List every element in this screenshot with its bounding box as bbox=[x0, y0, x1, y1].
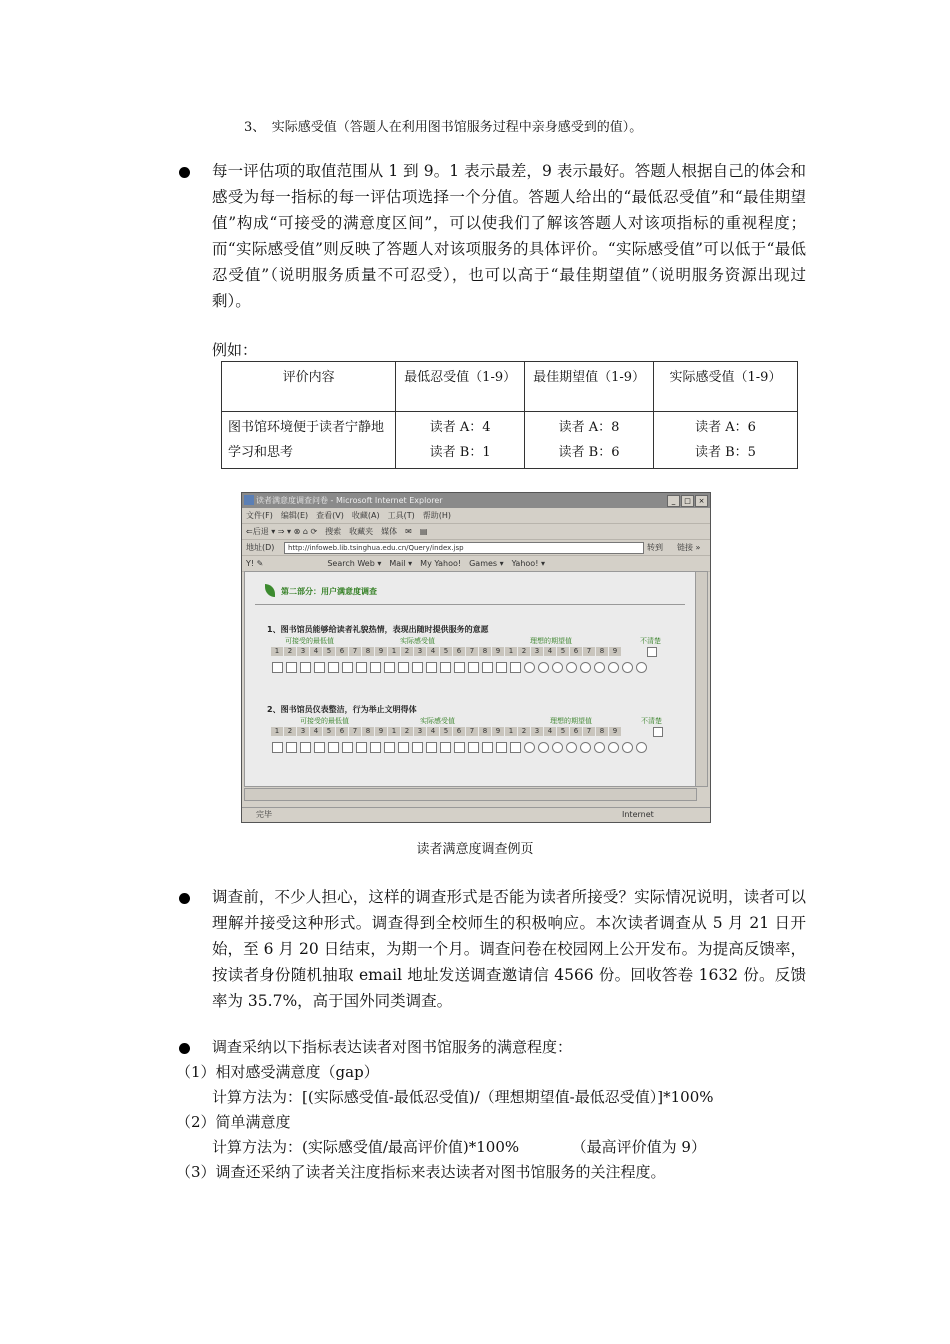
score-number: 2 bbox=[518, 647, 530, 656]
score-checkbox[interactable] bbox=[272, 662, 283, 673]
table-header-row bbox=[222, 362, 798, 412]
score-radio[interactable] bbox=[636, 662, 647, 673]
score-checkbox[interactable] bbox=[426, 662, 437, 673]
score-radio[interactable] bbox=[538, 662, 549, 673]
score-number: 1 bbox=[271, 647, 283, 656]
score-radio[interactable] bbox=[622, 742, 633, 753]
score-checkbox[interactable] bbox=[496, 742, 507, 753]
score-number: 5 bbox=[440, 647, 452, 656]
unsure-checkbox[interactable] bbox=[653, 727, 663, 737]
score-number: 1 bbox=[505, 647, 517, 656]
table-cell bbox=[525, 412, 654, 469]
reader-a-value: 读者 A：6 bbox=[695, 420, 756, 435]
score-number: 3 bbox=[531, 647, 543, 656]
score-number: 7 bbox=[466, 727, 478, 736]
vertical-scrollbar[interactable] bbox=[695, 571, 708, 787]
score-number: 1 bbox=[505, 727, 517, 736]
score-number: 2 bbox=[518, 727, 530, 736]
score-number: 3 bbox=[297, 647, 309, 656]
score-checkbox[interactable] bbox=[356, 742, 367, 753]
score-number: 6 bbox=[570, 647, 582, 656]
score-numbers-row bbox=[271, 647, 622, 656]
bullet-dot bbox=[179, 1043, 190, 1054]
unsure-checkbox[interactable] bbox=[647, 647, 657, 657]
browser-title-bar bbox=[242, 493, 710, 508]
score-checkbox[interactable] bbox=[356, 662, 367, 673]
label-actual: 实际感受值 bbox=[420, 717, 455, 725]
table-header: 最低忍受值（1-9） bbox=[396, 362, 525, 412]
address-bar bbox=[242, 540, 710, 556]
score-number: 6 bbox=[570, 727, 582, 736]
question-2: 2、图书馆员仪表整洁，行为举止文明得体 bbox=[267, 705, 417, 714]
score-number: 4 bbox=[427, 647, 439, 656]
score-number: 6 bbox=[336, 647, 348, 656]
browser-screenshot bbox=[241, 492, 711, 823]
ie-logo-icon bbox=[244, 495, 254, 505]
score-checkbox-row[interactable] bbox=[272, 742, 650, 753]
score-radio[interactable] bbox=[552, 662, 563, 673]
maximize-icon[interactable]: □ bbox=[681, 495, 694, 507]
score-number: 9 bbox=[375, 727, 387, 736]
table-cell bbox=[396, 412, 525, 469]
table-header: 评价内容 bbox=[222, 362, 396, 412]
metric-1-formula: 计算方法为：[(实际感受值-最低忍受值)/（理想期望值-最低忍受值）]*100% bbox=[212, 1088, 714, 1106]
score-radio[interactable] bbox=[580, 742, 591, 753]
score-number: 8 bbox=[362, 727, 374, 736]
score-number: 9 bbox=[609, 727, 621, 736]
score-radio[interactable] bbox=[552, 742, 563, 753]
score-checkbox[interactable] bbox=[510, 742, 521, 753]
score-number: 5 bbox=[440, 727, 452, 736]
minimize-icon[interactable]: _ bbox=[667, 495, 680, 507]
score-checkbox[interactable] bbox=[272, 742, 283, 753]
score-number: 2 bbox=[401, 647, 413, 656]
score-number: 4 bbox=[427, 727, 439, 736]
score-number: 8 bbox=[596, 727, 608, 736]
score-checkbox[interactable] bbox=[342, 742, 353, 753]
address-input[interactable]: http://infoweb.lib.tsinghua.edu.cn/Query/index.jsp bbox=[284, 542, 644, 554]
intro-list-item: 3、 实际感受值（答题人在利用图书馆服务过程中亲身感受到的值）。 bbox=[244, 120, 643, 135]
score-number: 8 bbox=[479, 647, 491, 656]
reader-a-value: 读者 A：4 bbox=[429, 420, 491, 435]
score-number: 5 bbox=[557, 727, 569, 736]
score-number: 9 bbox=[609, 647, 621, 656]
score-radio[interactable] bbox=[608, 742, 619, 753]
status-bar bbox=[242, 807, 710, 822]
score-number: 3 bbox=[414, 647, 426, 656]
table-row bbox=[222, 412, 798, 469]
paragraph-scoring: 每一评估项的取值范围从 1 到 9。1 表示最差，9 表示最好。答题人根据自己的体会和感受为每一指标的每一评估项选择一个分值。答题人给出的“最低忍受值”和“最佳期望值”构成“可接受的满意度区间”，可以使我们了解该答题人对该项指标的重视程度；而“实际感受值”则反映了答题人对该项服务的具体评价。“实际感受值”可以低于“最低忍受值”（说明服务质量不可忍受），也可以高于“最佳期望值”（说明服务资源出现过剩）。 bbox=[212, 162, 806, 310]
score-checkbox[interactable] bbox=[328, 742, 339, 753]
reader-b-value: 读者 B：6 bbox=[558, 445, 620, 460]
leaf-icon bbox=[265, 584, 275, 597]
score-checkbox[interactable] bbox=[468, 742, 479, 753]
score-numbers-row bbox=[271, 727, 622, 736]
score-number: 9 bbox=[492, 647, 504, 656]
address-label: 地址(D) bbox=[246, 543, 275, 552]
metric-2-formula: 计算方法为：(实际感受值/最高评价值)*100% （最高评价值为 9） bbox=[212, 1138, 706, 1156]
score-number: 7 bbox=[466, 647, 478, 656]
page-content bbox=[244, 571, 697, 787]
metric-3-title: （3）调查还采纳了读者关注度指标来表达读者对图书馆服务的关注程度。 bbox=[176, 1163, 666, 1181]
metric-2-title: （2）简单满意度 bbox=[176, 1113, 291, 1131]
score-radio[interactable] bbox=[622, 662, 633, 673]
score-number: 8 bbox=[479, 727, 491, 736]
score-number: 7 bbox=[349, 647, 361, 656]
score-checkbox[interactable] bbox=[384, 662, 395, 673]
score-number: 7 bbox=[349, 727, 361, 736]
reader-b-value: 读者 B：5 bbox=[695, 445, 756, 460]
score-number: 1 bbox=[388, 727, 400, 736]
score-number: 5 bbox=[323, 647, 335, 656]
example-table bbox=[221, 361, 798, 469]
score-number: 4 bbox=[544, 727, 556, 736]
table-row-label: 图书馆环境便于读者宁静地学习和思考 bbox=[222, 412, 396, 469]
score-number: 9 bbox=[375, 647, 387, 656]
score-number: 8 bbox=[362, 647, 374, 656]
score-radio[interactable] bbox=[636, 742, 647, 753]
reader-b-value: 读者 B：1 bbox=[429, 445, 491, 460]
score-checkbox[interactable] bbox=[286, 662, 297, 673]
score-number: 6 bbox=[336, 727, 348, 736]
paragraph-metrics: 调查采纳以下指标表达读者对图书馆服务的满意程度： bbox=[212, 1038, 573, 1056]
metric-1-title: （1）相对感受满意度（gap） bbox=[176, 1063, 379, 1081]
score-checkbox-row[interactable] bbox=[272, 662, 650, 673]
label-unsure: 不清楚 bbox=[640, 637, 661, 645]
score-number: 6 bbox=[453, 727, 465, 736]
label-ideal: 理想的期望值 bbox=[550, 717, 592, 725]
score-radio[interactable] bbox=[566, 662, 577, 673]
score-number: 9 bbox=[492, 727, 504, 736]
score-number: 5 bbox=[323, 727, 335, 736]
links-button[interactable]: 链接 » bbox=[677, 543, 701, 552]
figure-caption: 读者满意度调查例页 bbox=[416, 842, 534, 857]
score-checkbox[interactable] bbox=[412, 742, 423, 753]
go-button[interactable]: 转到 bbox=[647, 543, 663, 552]
score-checkbox[interactable] bbox=[286, 742, 297, 753]
score-checkbox[interactable] bbox=[314, 662, 325, 673]
browser-title: 读者满意度调查问卷 - Microsoft Internet Explorer bbox=[256, 496, 443, 505]
score-checkbox[interactable] bbox=[426, 742, 437, 753]
score-checkbox[interactable] bbox=[398, 662, 409, 673]
score-checkbox[interactable] bbox=[300, 662, 311, 673]
score-number: 3 bbox=[531, 727, 543, 736]
label-unsure: 不清楚 bbox=[641, 717, 662, 725]
score-number: 2 bbox=[401, 727, 413, 736]
horizontal-scrollbar[interactable] bbox=[244, 788, 697, 801]
score-checkbox[interactable] bbox=[482, 662, 493, 673]
score-number: 6 bbox=[453, 647, 465, 656]
label-ideal: 理想的期望值 bbox=[530, 637, 572, 645]
score-checkbox[interactable] bbox=[398, 742, 409, 753]
score-checkbox[interactable] bbox=[300, 742, 311, 753]
bullet-dot bbox=[179, 893, 190, 904]
score-number: 3 bbox=[297, 727, 309, 736]
score-checkbox[interactable] bbox=[314, 742, 325, 753]
score-number: 2 bbox=[284, 647, 296, 656]
score-number: 4 bbox=[544, 647, 556, 656]
score-number: 2 bbox=[284, 727, 296, 736]
score-number: 1 bbox=[271, 727, 283, 736]
divider bbox=[255, 604, 685, 605]
example-label: 例如： bbox=[212, 341, 258, 359]
label-actual: 实际感受值 bbox=[400, 637, 435, 645]
label-min-acceptable: 可接受的最低值 bbox=[285, 637, 334, 645]
score-radio[interactable] bbox=[608, 662, 619, 673]
score-radio[interactable] bbox=[566, 742, 577, 753]
label-min-acceptable: 可接受的最低值 bbox=[300, 717, 349, 725]
paragraph-survey: 调查前，不少人担心，这样的调查形式是否能为读者所接受？实际情况说明，读者可以理解并接受这种形式。调查得到全校师生的积极响应。本次读者调查从 5 月 21 日开始，至 6 月 20 日结束，为期一个月。调查问卷在校园网上公开发布。为提高反馈率，按读者身份随机抽取 email 地址发送调查邀请信 4566 份。回收答卷 1632 份。反馈率为 35.7%，高于国外同类调查。 bbox=[212, 888, 806, 1010]
bullet-dot bbox=[179, 167, 190, 178]
score-radio[interactable] bbox=[594, 662, 605, 673]
score-checkbox[interactable] bbox=[454, 742, 465, 753]
score-radio[interactable] bbox=[594, 742, 605, 753]
table-cell bbox=[653, 412, 797, 469]
score-number: 3 bbox=[414, 727, 426, 736]
score-checkbox[interactable] bbox=[440, 742, 451, 753]
score-radio[interactable] bbox=[538, 742, 549, 753]
score-number: 8 bbox=[596, 647, 608, 656]
menu-bar[interactable]: 文件(F) 编辑(E) 查看(V) 收藏(A) 工具(T) 帮助(H) bbox=[242, 508, 710, 524]
table-header: 最佳期望值（1-9） bbox=[525, 362, 654, 412]
reader-a-value: 读者 A：8 bbox=[558, 420, 620, 435]
table-header: 实际感受值（1-9） bbox=[653, 362, 797, 412]
status-text: 完毕 bbox=[256, 810, 272, 819]
score-radio[interactable] bbox=[524, 662, 535, 673]
score-checkbox[interactable] bbox=[370, 662, 381, 673]
question-1: 1、图书馆员能够给读者礼貌热情，表现出随时提供服务的意愿 bbox=[267, 625, 489, 634]
close-icon[interactable]: × bbox=[695, 495, 708, 507]
score-checkbox[interactable] bbox=[384, 742, 395, 753]
score-checkbox[interactable] bbox=[412, 662, 423, 673]
score-checkbox[interactable] bbox=[454, 662, 465, 673]
score-radio[interactable] bbox=[524, 742, 535, 753]
score-number: 7 bbox=[583, 727, 595, 736]
section-title: 第二部分：用户满意度调查 bbox=[281, 587, 377, 596]
zone-text: Internet bbox=[622, 810, 654, 819]
score-checkbox[interactable] bbox=[468, 662, 479, 673]
score-radio[interactable] bbox=[580, 662, 591, 673]
score-checkbox[interactable] bbox=[342, 662, 353, 673]
toolbar[interactable]: ⇐后退 ▾ ⇒ ▾ ⊗ ⌂ ⟳ 搜索 收藏夹 媒体 ✉ ▤ bbox=[242, 524, 710, 540]
yahoo-toolbar[interactable]: Y! ✎ Search Web ▾ Mail ▾ My Yahoo! Games ▾ Yahoo! ▾ bbox=[242, 556, 710, 572]
score-checkbox[interactable] bbox=[510, 662, 521, 673]
score-checkbox[interactable] bbox=[440, 662, 451, 673]
score-checkbox[interactable] bbox=[328, 662, 339, 673]
score-checkbox[interactable] bbox=[370, 742, 381, 753]
score-number: 4 bbox=[310, 647, 322, 656]
score-checkbox[interactable] bbox=[496, 662, 507, 673]
score-checkbox[interactable] bbox=[482, 742, 493, 753]
score-number: 4 bbox=[310, 727, 322, 736]
score-number: 1 bbox=[388, 647, 400, 656]
score-number: 5 bbox=[557, 647, 569, 656]
score-number: 7 bbox=[583, 647, 595, 656]
